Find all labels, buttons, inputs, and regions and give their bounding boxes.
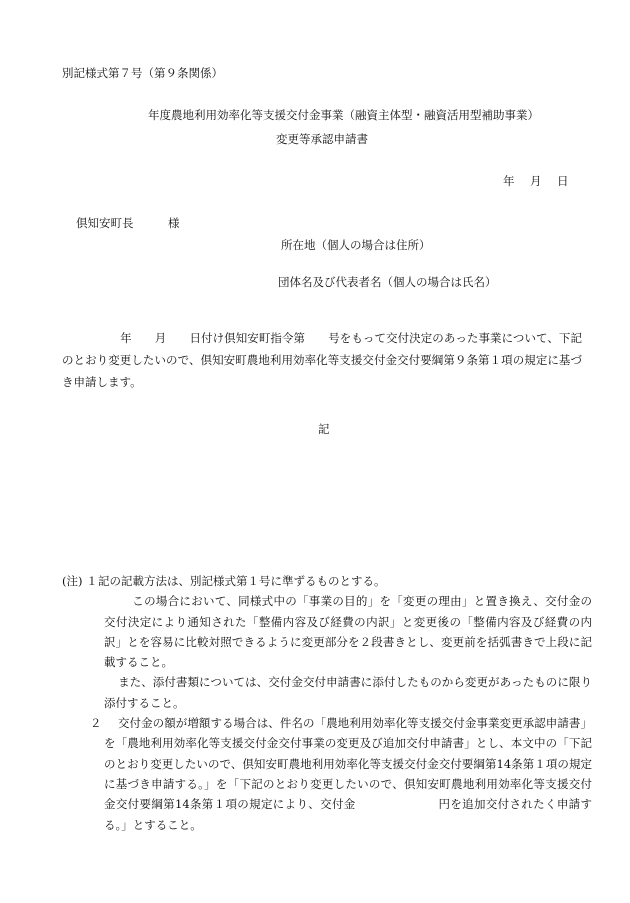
note-item-1-para3 [104, 672, 592, 713]
form-number-label: 別記様式第７号（第９条関係） [62, 66, 223, 80]
addressee: 倶知安町長 様 [76, 216, 180, 230]
notes-section [62, 571, 592, 835]
form-subtitle: 変更等承認申請書 [276, 132, 368, 146]
note-item-2-number: ２ [90, 716, 102, 731]
address-label: 所在地（個人の場合は住所） [281, 238, 431, 252]
note-item-1-para2 [104, 591, 592, 672]
ki-heading: 記 [318, 422, 330, 436]
name-label: 団体名及び代表者名（個人の場合は氏名） [278, 275, 497, 289]
note-item-1 [62, 571, 592, 713]
date-line: 年 月 日 [503, 174, 571, 188]
notes-label: (注) １ [62, 574, 98, 588]
body-paragraph [62, 327, 582, 393]
note-item-1-para2-text: この場合において、同様式中の「事業の目的」を「変更の理由」と置き換え、交付金の交付決定により通知された「整備内容及び経費の内訳」と変更後の「整備内容及び経費の内訳」とを容易に比較対照できるように変更部分を２段書きとし、変更前を括弧書きで上段に記載すること。 [104, 594, 592, 670]
note-item-1-text: 記の記載方法は、別記様式第１号に準ずるものとする。 [98, 574, 386, 588]
body-paragraph-text: 年 月 日付け倶知安町指令第 号をもって交付決定のあった事業について、下記のとおり変更したいので、倶知安町農地利用効率化等支援交付金交付要綱第９条第１項の規定に基づき申請します。 [62, 331, 582, 389]
note-item-1-para3-text: また、添付書類については、交付金交付申請書に添付したものから変更があったものに限り添付すること。 [104, 675, 592, 710]
note-item-2 [90, 713, 592, 835]
form-title: 年度農地利用効率化等支援交付金事業（融資主体型・融資活用型補助事業） [148, 108, 539, 122]
note-item-2-text: 交付金の額が増額する場合は、件名の「農地利用効率化等支援交付金事業変更承認申請書」を「農地利用効率化等支援交付金交付事業の変更及び追加交付申請書」とし、本文中の「下記のとおり変更したいので、倶知安町農地利用効率化等支援交付金交付要綱第14条第１項の規定に基づき申請する。」を「下記のとおり変更したいので、倶知安町農地利用効率化等支援交付金交付要綱第14条第１項の規定により、交付金 円を追加交付されたく申請する。」とすること。 [104, 716, 592, 832]
